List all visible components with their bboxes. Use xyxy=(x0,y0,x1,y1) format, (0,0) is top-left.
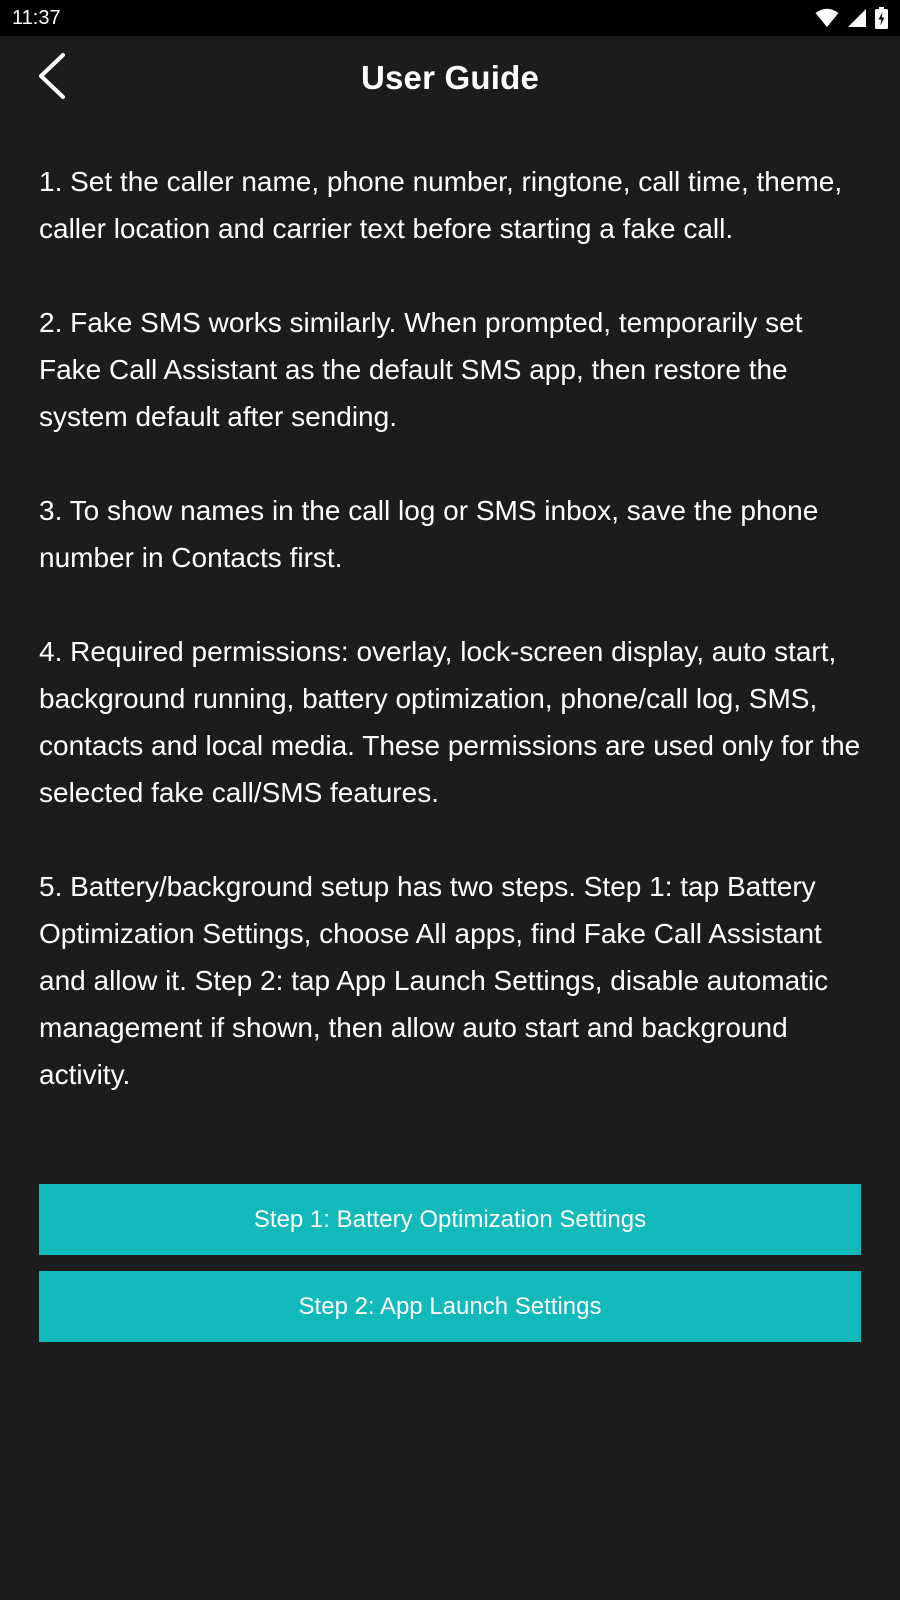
guide-content xyxy=(39,158,865,1098)
status-icons xyxy=(815,7,888,29)
guide-item-permissions: 4. Required permissions: overlay, lock-screen display, auto start, background running, battery optimization, phone/call log, SMS, contacts and local media. These permissions are used only for the selected fake call/SMS features. xyxy=(39,636,861,808)
battery-charging-icon xyxy=(875,7,888,29)
app-launch-settings-button[interactable]: Step 2: App Launch Settings xyxy=(39,1271,861,1342)
app-bar xyxy=(0,36,900,120)
battery-optimization-settings-button[interactable]: Step 1: Battery Optimization Settings xyxy=(39,1184,861,1255)
chevron-left-icon xyxy=(35,52,69,105)
status-time: 11:37 xyxy=(12,6,61,29)
guide-item-caller-setup: 1. Set the caller name, phone number, ringtone, call time, theme, caller location and carrier text before starting a fake call. xyxy=(39,166,843,244)
guide-item-contact-names: 3. To show names in the call log or SMS inbox, save the phone number in Contacts first. xyxy=(39,495,819,573)
guide-item-battery-setup: 5. Battery/background setup has two steps. Step 1: tap Battery Optimization Settings, choose All apps, find Fake Call Assistant and allow it. Step 2: tap App Launch Settings, disable automatic management if shown, then allow auto start and background activity. xyxy=(39,871,829,1090)
page-title: User Guide xyxy=(360,59,540,96)
cellular-signal-icon xyxy=(847,8,867,28)
guide-item-fake-sms: 2. Fake SMS works similarly. When prompted, temporarily set Fake Call Assistant as the default SMS app, then restore the system default after sending. xyxy=(39,307,803,432)
wifi-icon xyxy=(815,8,839,28)
back-button[interactable] xyxy=(30,52,74,104)
status-bar xyxy=(0,0,900,36)
